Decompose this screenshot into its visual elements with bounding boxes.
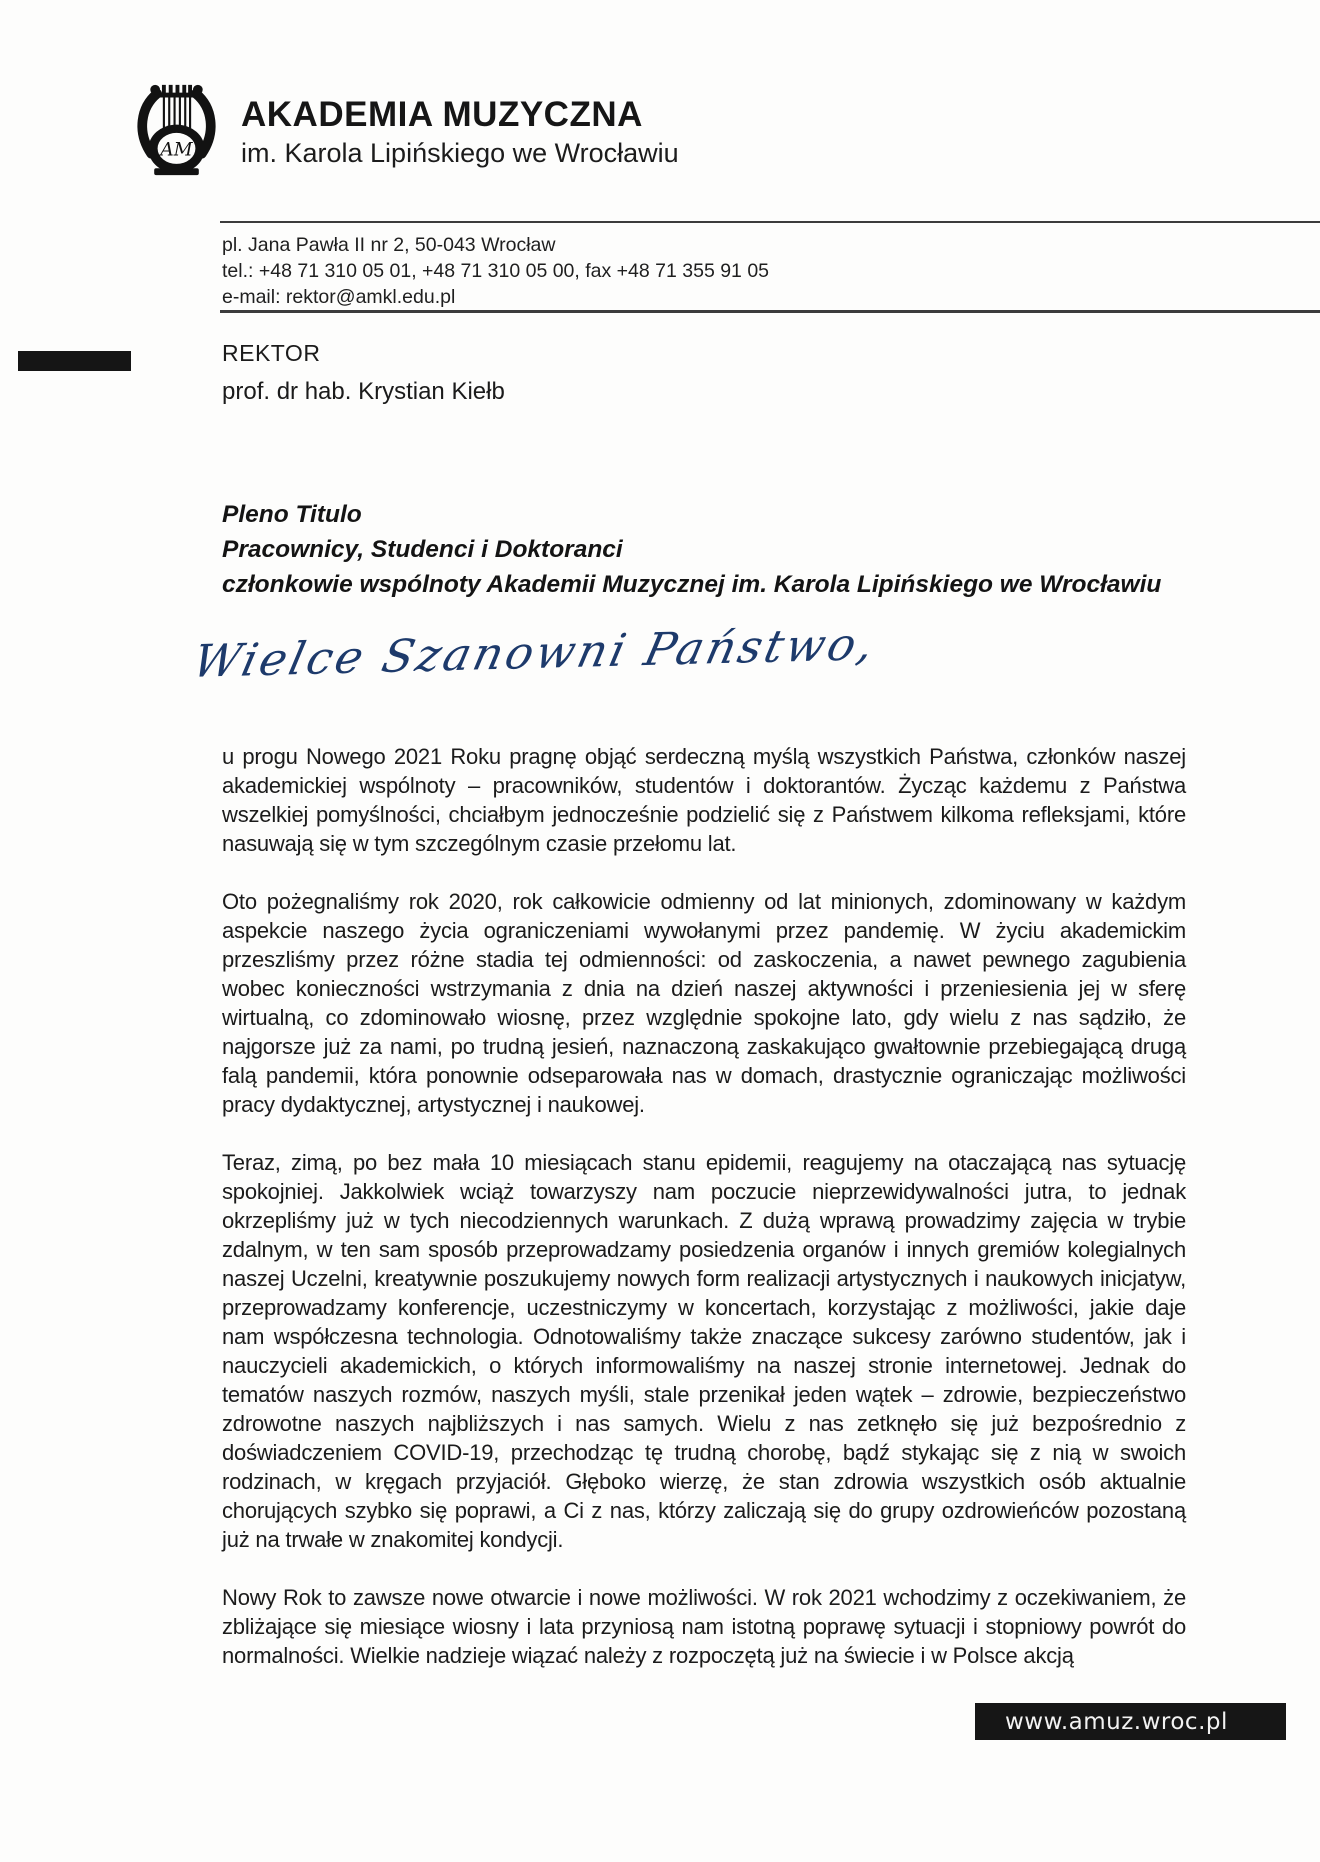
recipient-line-2: Pracownicy, Studenci i Doktoranci	[222, 536, 623, 563]
org-titles	[241, 91, 679, 169]
recipient-block	[222, 497, 1161, 602]
org-subtitle: im. Karola Lipińskiego we Wrocławiu	[241, 137, 679, 168]
sender-title: REKTOR	[222, 340, 321, 366]
recipient-line-3: członkowie wspólnoty Akademii Muzycznej im. Karola Lipińskiego we Wrocławiu	[222, 571, 1162, 598]
handwritten-greeting: Wielce Szanowni Państwo,	[187, 617, 882, 688]
email-line: e-mail: rektor@amkl.edu.pl	[222, 286, 456, 308]
fold-mark	[18, 351, 131, 371]
lyre-logo-icon	[128, 80, 225, 179]
body-paragraph-4: Nowy Rok to zawsze nowe otwarcie i nowe możliwości. W rok 2021 wchodzimy z oczekiwaniem, że zbliżające się miesiące wiosny i lata przyniosą nam istotną poprawę sytuacji i stopniowy powrót do normalności. Wielkie nadzieje wiązać należy z rozpoczętą już na świecie i w Polsce akcją	[222, 1585, 1186, 1668]
logo-monogram: AM	[160, 139, 193, 161]
footer-bar	[975, 1703, 1286, 1740]
body-paragraph-3: Teraz, zimą, po bez mała 10 miesiącach stanu epidemii, reagujemy na otaczającą nas sytuację spokojniej. Jakkolwiek wciąż towarzyszy nam poczucie nieprzewidywalności jutra, to jednak okrzepliśmy już w tych niecodziennych warunkach. Z dużą wprawą prowadzimy zajęcia w trybie zdalnym, w ten sam sposób przeprowadzamy posiedzenia organów i innych gremiów kolegialnych naszej Uczelni, kreatywnie poszukujemy nowych form realizacji artystycznych i naukowych inicjatyw, przeprowadzamy konferencje, uczestniczymy w koncertach, korzystając z możliwości, jakie daje nam współczesna technologia. Odnotowaliśmy także znaczące sukcesy zarówno studentów, jak i nauczycieli akademickich, o których informowaliśmy na naszej stronie internetowej. Jednak do tematów naszych rozmów, naszych myśli, stale przenikał jeden wątek – zdrowie, bezpieczeństwo zdrowotne naszych najbliższych i nas samych. Wielu z nas zetknęło się już bezpośrednio z doświadczeniem COVID-19, przechodząc tę trudną chorobę, bądź stykając się z nią w swoich rodzinach, w kręgach przyjaciół. Głęboko wierzę, że stan zdrowia wszystkich osób aktualnie chorujących szybko się poprawi, a Ci z nas, którzy zaliczają się do grupy ozdrowieńców pozostaną już na trwałe w znakomitej kondycji.	[222, 1150, 1186, 1552]
letter-body	[222, 742, 1186, 1699]
org-name: AKADEMIA MUZYCZNA	[241, 94, 643, 134]
body-paragraph-1: u progu Nowego 2021 Roku pragnę objąć serdeczną myślą wszystkich Państwa, członków naszej akademickiej wspólnoty – pracowników, studentów i doktorantów. Życząc każdemu z Państwa wszelkiej pomyślności, chciałbym jednocześnie podzielić się z Państwem kilkoma refleksjami, które nasuwają się w tym szczególnym czasie przełomu lat.	[222, 744, 1186, 856]
divider-top	[220, 221, 1320, 223]
recipient-line-1: Pleno Titulo	[222, 501, 362, 528]
website-url: www.amuz.wroc.pl	[1005, 1708, 1228, 1735]
divider-bottom	[220, 310, 1320, 313]
body-paragraph-2: Oto pożegnaliśmy rok 2020, rok całkowicie odmienny od lat minionych, zdominowany w każdym aspekcie naszego życia ograniczeniami wywołanymi przez pandemię. W życiu akademickim przeszliśmy przez różne stadia tej odmienności: od zaskoczenia, a nawet pewnego zagubienia wobec konieczności wstrzymania z dnia na dzień naszej aktywności i przeniesienia jej w sferę wirtualną, co zdominowało wiosnę, przez względnie spokojne lato, gdy wielu z nas sądziło, że najgorsze już za nami, po trudną jesień, naznaczoną zaskakująco gwałtownie przebiegającą drugą falą pandemii, która ponownie odseparowała nas w domach, drastycznie ograniczając możliwości pracy dydaktycznej, artystycznej i naukowej.	[222, 889, 1186, 1117]
sender-block	[222, 340, 505, 406]
sender-name: prof. dr hab. Krystian Kiełb	[222, 378, 505, 405]
letterhead	[128, 80, 679, 179]
contact-block	[222, 232, 769, 310]
address-line: pl. Jana Pawła II nr 2, 50-043 Wrocław	[222, 234, 556, 256]
phone-line: tel.: +48 71 310 05 01, +48 71 310 05 00, fax +48 71 355 91 05	[222, 260, 770, 282]
